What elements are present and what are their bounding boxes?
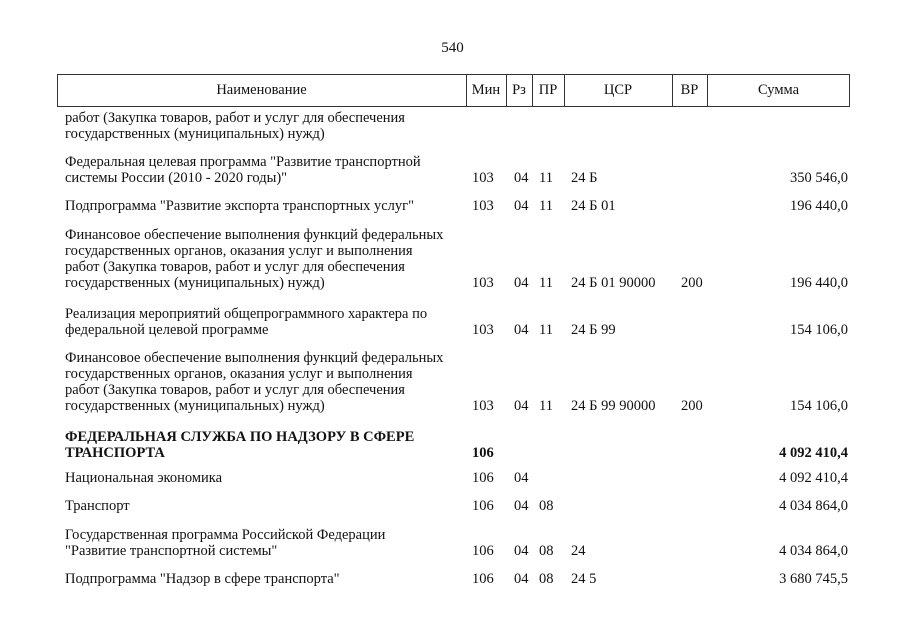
cell-min: 103 — [472, 170, 494, 186]
cell-min: 103 — [472, 322, 494, 338]
row-name-line: государственных (муниципальных) нужд) — [65, 126, 325, 142]
row-name-line: государственных (муниципальных) нужд) — [65, 275, 325, 291]
cell-min: 103 — [472, 398, 494, 414]
header-pr: ПР — [538, 82, 558, 98]
row-name-line: государственных (муниципальных) нужд) — [65, 398, 325, 414]
row-name — [65, 154, 460, 186]
cell-rz: 04 — [514, 498, 529, 514]
row-name-line: Финансовое обеспечение выполнения функций федеральных — [65, 350, 444, 366]
row-name — [65, 470, 460, 486]
cell-csr: 24 Б — [571, 170, 598, 186]
row-name-line: Транспорт — [65, 498, 130, 514]
cell-min: 103 — [472, 198, 494, 214]
cell-sum: 4 034 864,0 — [779, 498, 848, 514]
cell-csr: 24 — [571, 543, 586, 559]
cell-rz: 04 — [514, 470, 529, 486]
row-name — [65, 227, 460, 291]
cell-sum: 154 106,0 — [790, 398, 848, 414]
row-name-line: ТРАНСПОРТА — [65, 445, 165, 461]
cell-csr: 24 Б 99 90000 — [571, 398, 656, 414]
row-name-line: Подпрограмма "Развитие экспорта транспортных услуг" — [65, 198, 414, 214]
cell-csr: 24 5 — [571, 571, 597, 587]
row-name — [65, 198, 460, 214]
row-name-line: "Развитие транспортной системы" — [65, 543, 278, 559]
cell-min: 106 — [472, 571, 494, 587]
cell-rz: 04 — [514, 275, 529, 291]
row-name — [65, 306, 460, 338]
row-name-line: Финансовое обеспечение выполнения функций федеральных — [65, 227, 444, 243]
cell-csr: 24 Б 01 90000 — [571, 275, 656, 291]
row-name-line: ФЕДЕРАЛЬНАЯ СЛУЖБА ПО НАДЗОРУ В СФЕРЕ — [65, 429, 415, 445]
row-name — [65, 350, 460, 414]
cell-pr: 08 — [539, 498, 554, 514]
row-name-line: Реализация мероприятий общепрограммного характера по — [65, 306, 428, 322]
cell-vr: 200 — [681, 398, 703, 414]
page-number: 540 — [441, 40, 464, 56]
row-name-line: Подпрограмма "Надзор в сфере транспорта" — [65, 571, 340, 587]
header-min: Мин — [471, 82, 501, 98]
cell-rz: 04 — [514, 322, 529, 338]
row-name-line: системы России (2010 - 2020 годы)" — [65, 170, 288, 186]
cell-sum: 154 106,0 — [790, 322, 848, 338]
header-vr: ВР — [680, 82, 699, 98]
cell-pr: 11 — [539, 170, 553, 186]
row-name-line: работ (Закупка товаров, работ и услуг для обеспечения — [65, 382, 405, 398]
header-name: Наименование — [216, 82, 307, 98]
cell-rz: 04 — [514, 571, 529, 587]
row-name-line: федеральной целевой программе — [65, 322, 269, 338]
row-name-line: государственных органов, оказания услуг и выполнения — [65, 243, 413, 259]
row-name-line: Федеральная целевая программа "Развитие транспортной — [65, 154, 421, 170]
cell-min: 106 — [472, 470, 494, 486]
header-csr: ЦСР — [603, 82, 633, 98]
cell-pr: 11 — [539, 322, 553, 338]
cell-sum: 350 546,0 — [790, 170, 848, 186]
cell-pr: 08 — [539, 571, 554, 587]
cell-csr: 24 Б 01 — [571, 198, 616, 214]
cell-vr: 200 — [681, 275, 703, 291]
cell-sum: 196 440,0 — [790, 198, 848, 214]
row-name — [65, 110, 460, 142]
cell-min: 106 — [472, 543, 494, 559]
cell-rz: 04 — [514, 198, 529, 214]
cell-sum: 4 092 410,4 — [779, 470, 848, 486]
cell-min: 106 — [472, 498, 494, 514]
row-name — [65, 571, 460, 587]
row-name-line: работ (Закупка товаров, работ и услуг для обеспечения — [65, 259, 405, 275]
cell-rz: 04 — [514, 170, 529, 186]
row-name-line: государственных органов, оказания услуг и выполнения — [65, 366, 413, 382]
row-name — [65, 498, 460, 514]
cell-sum: 3 680 745,5 — [779, 571, 848, 587]
cell-pr: 11 — [539, 275, 553, 291]
header-sum: Сумма — [757, 82, 800, 98]
cell-rz: 04 — [514, 398, 529, 414]
cell-min: 103 — [472, 275, 494, 291]
cell-pr: 08 — [539, 543, 554, 559]
cell-pr: 11 — [539, 398, 553, 414]
row-name-line: работ (Закупка товаров, работ и услуг для обеспечения — [65, 110, 405, 126]
cell-csr: 24 Б 99 — [571, 322, 616, 338]
cell-pr: 11 — [539, 198, 553, 214]
cell-rz: 04 — [514, 543, 529, 559]
cell-min: 106 — [472, 445, 494, 461]
header-rz: Рз — [512, 82, 526, 98]
row-name — [65, 429, 460, 461]
cell-sum: 4 034 864,0 — [779, 543, 848, 559]
cell-sum: 196 440,0 — [790, 275, 848, 291]
row-name-line: Национальная экономика — [65, 470, 223, 486]
cell-sum: 4 092 410,4 — [779, 445, 848, 461]
row-name-line: Государственная программа Российской Федерации — [65, 527, 386, 543]
row-name — [65, 527, 460, 559]
